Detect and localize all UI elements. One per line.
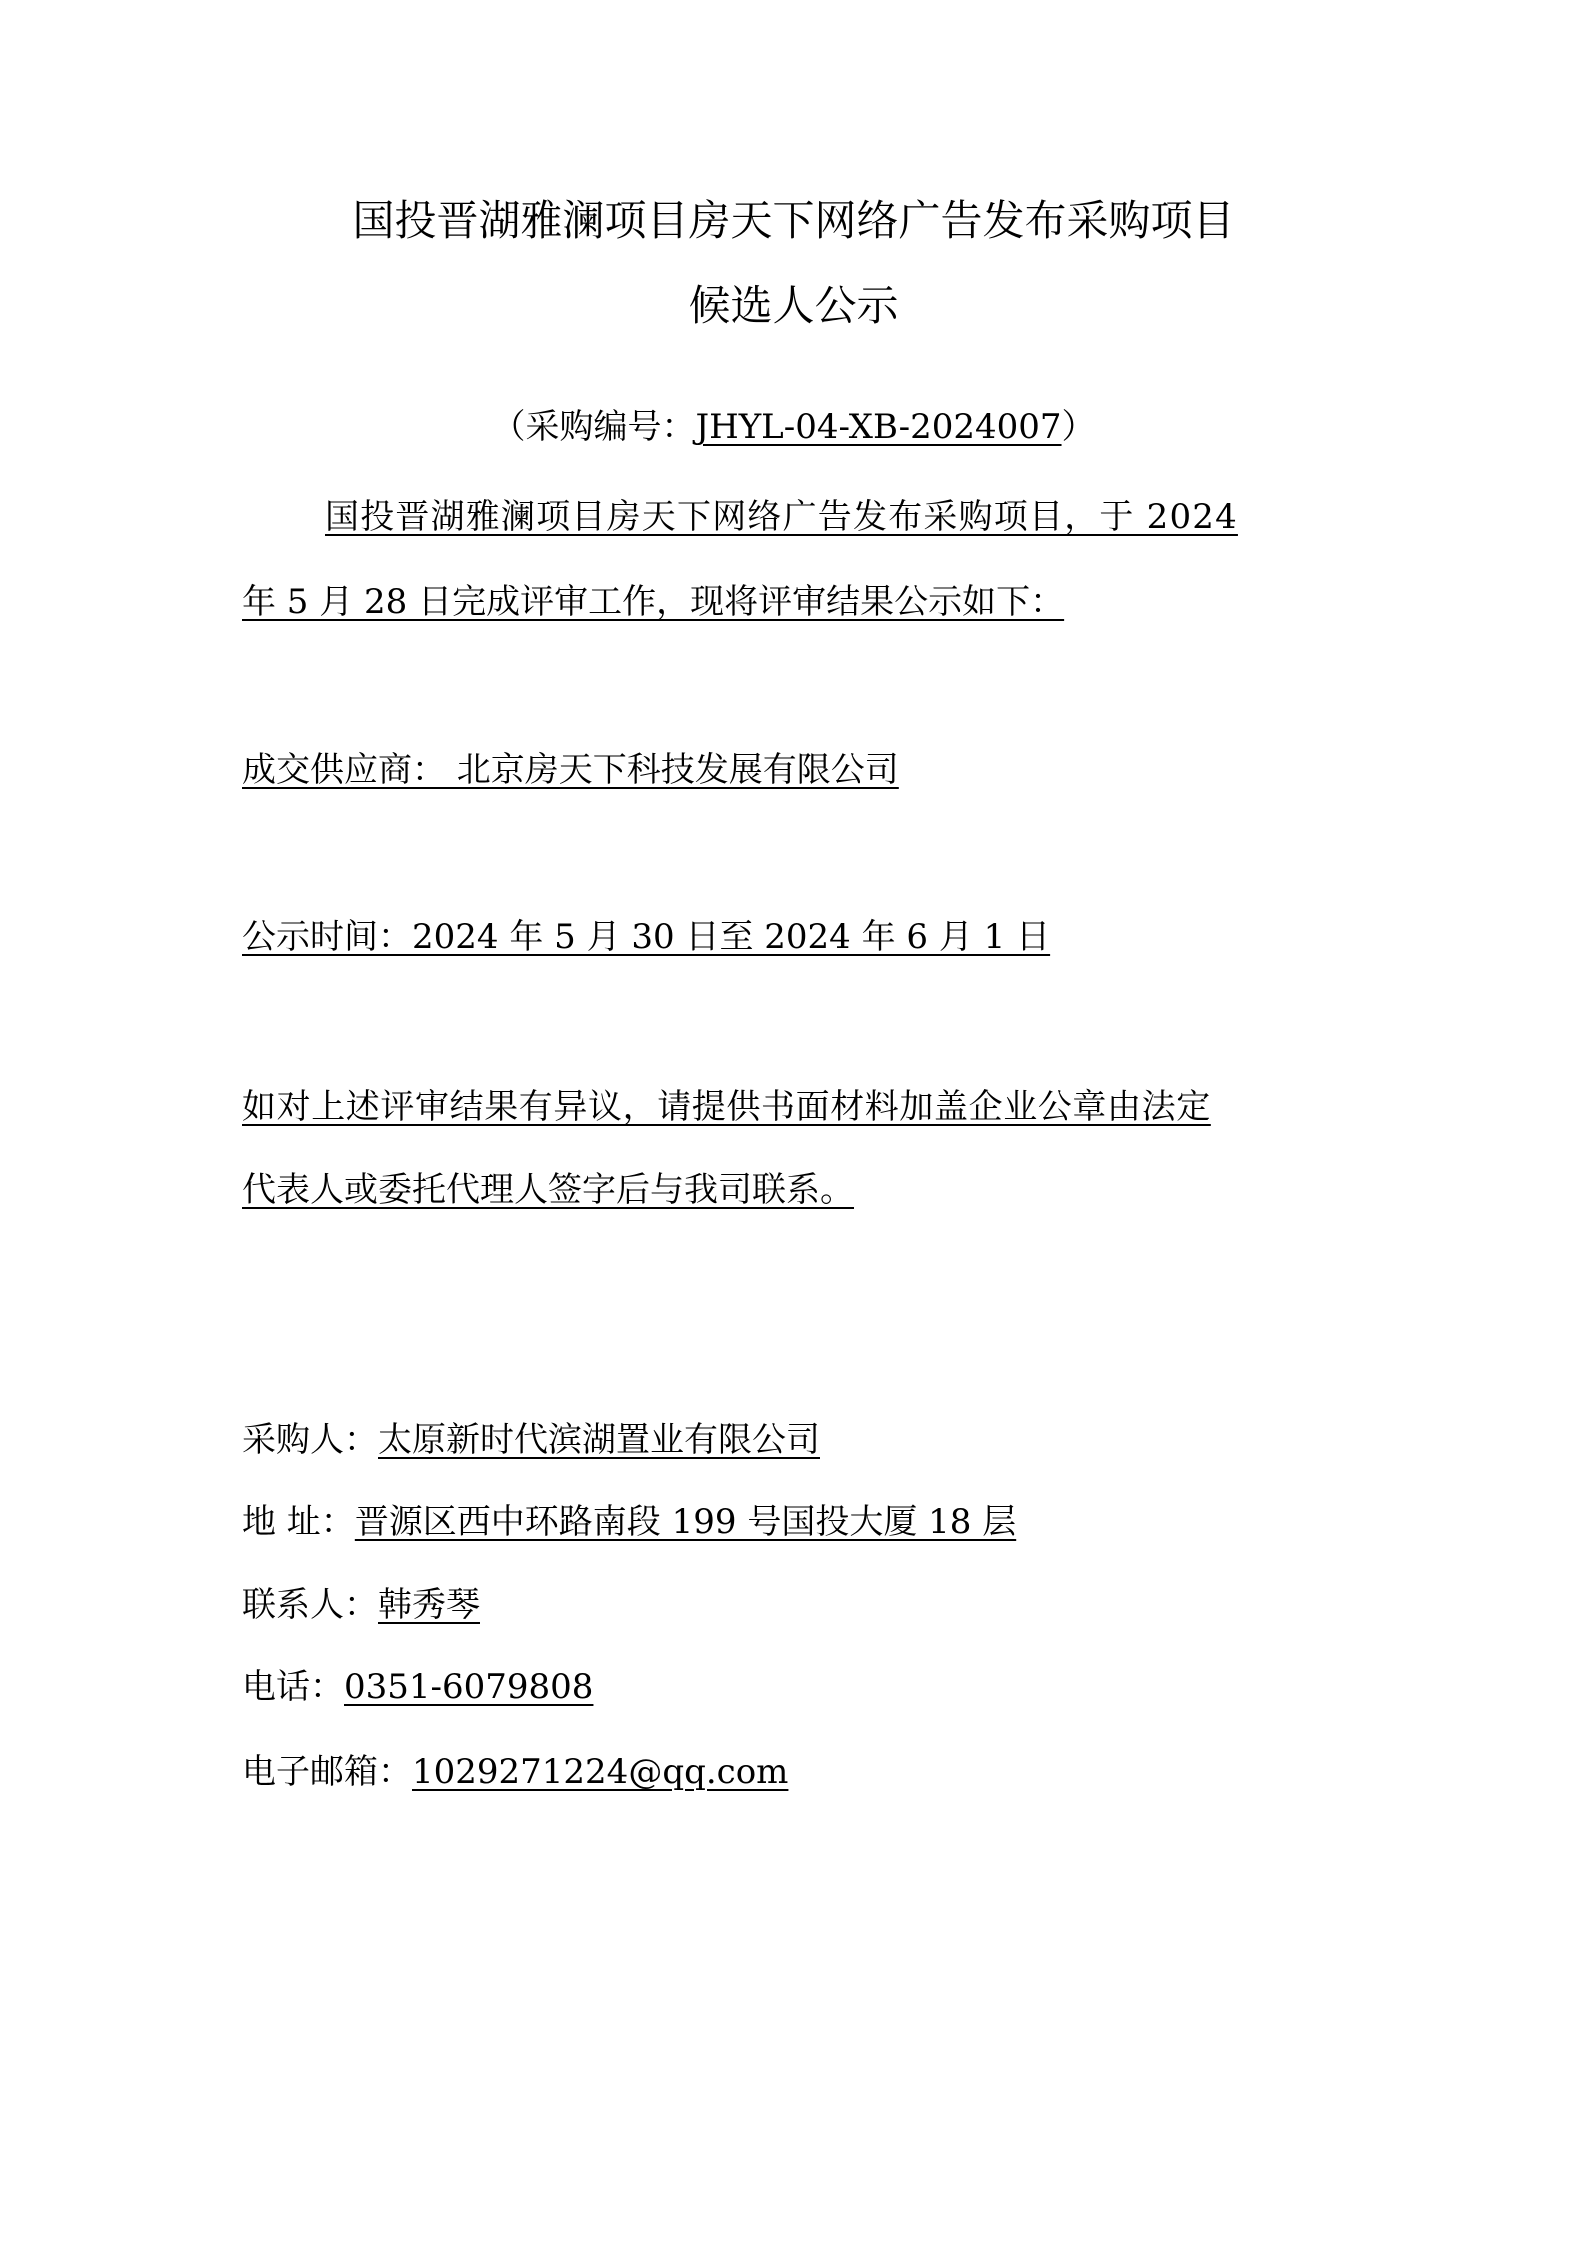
intro-paragraph-line1: 国投晋湖雅澜项目房天下网络广告发布采购项目，于 2024 bbox=[325, 497, 1238, 537]
address-value: 晋源区西中环路南段 199 号国投大厦 18 层 bbox=[354, 1502, 1017, 1542]
email-row bbox=[242, 1750, 788, 1794]
document-title-line1: 国投晋湖雅澜项目房天下网络广告发布采购项目 bbox=[352, 196, 1235, 245]
purchaser-label: 采购人： bbox=[242, 1420, 378, 1460]
procurement-code-line bbox=[0, 405, 1587, 449]
phone-value: 0351-6079808 bbox=[344, 1667, 594, 1707]
procurement-code-prefix: （采购编号： bbox=[491, 407, 696, 447]
procurement-code-suffix: ） bbox=[1061, 407, 1096, 447]
email-label: 电子邮箱： bbox=[242, 1752, 412, 1792]
address-label: 地 址： bbox=[242, 1502, 355, 1542]
winning-supplier: 成交供应商： 北京房天下科技发展有限公司 bbox=[242, 750, 899, 790]
announcement-period: 公示时间：2024 年 5 月 30 日至 2024 年 6 月 1 日 bbox=[242, 917, 1051, 957]
address-row bbox=[242, 1500, 1016, 1544]
phone-label: 电话： bbox=[242, 1667, 344, 1707]
contact-label: 联系人： bbox=[242, 1585, 378, 1625]
objection-notice-line1: 如对上述评审结果有异议，请提供书面材料加盖企业公章由法定 bbox=[242, 1087, 1211, 1127]
purchaser-row bbox=[242, 1418, 820, 1462]
procurement-code: JHYL-04-XB-2024007 bbox=[695, 407, 1062, 447]
contact-value: 韩秀琴 bbox=[378, 1585, 480, 1625]
document-title-line2: 候选人公示 bbox=[688, 281, 899, 330]
intro-paragraph-line2: 年 5 月 28 日完成评审工作，现将评审结果公示如下： bbox=[242, 582, 1065, 622]
purchaser-value: 太原新时代滨湖置业有限公司 bbox=[378, 1420, 820, 1460]
objection-notice-line2: 代表人或委托代理人签字后与我司联系。 bbox=[242, 1170, 854, 1210]
contact-row bbox=[242, 1583, 480, 1627]
email-value: 1029271224@qq.com bbox=[412, 1752, 789, 1792]
phone-row bbox=[242, 1665, 593, 1709]
